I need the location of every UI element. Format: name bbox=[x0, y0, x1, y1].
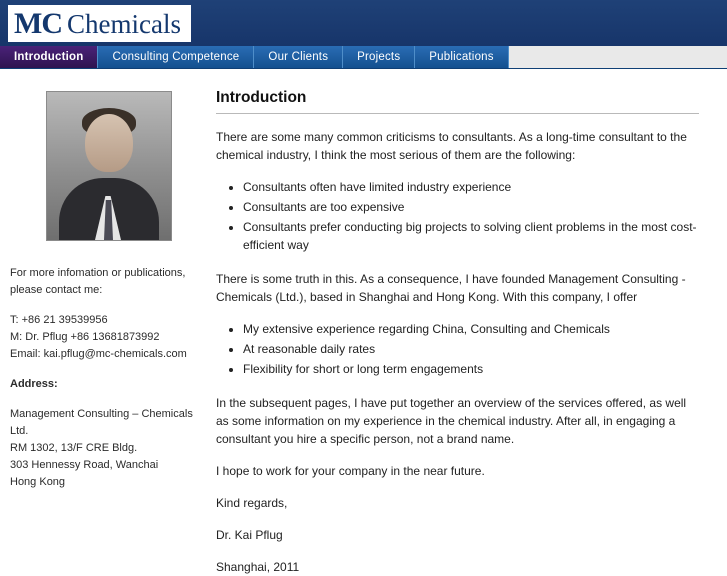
sidebar-contact-block bbox=[10, 265, 195, 491]
address-line-1: Management Consulting – Chemicals Ltd. bbox=[10, 408, 193, 437]
address-line-3: 303 Hennessy Road, Wanchai bbox=[10, 459, 159, 471]
nav-item-consulting-competence[interactable]: Consulting Competence bbox=[98, 46, 254, 68]
list-item: • Consultants often have limited industry experience bbox=[243, 178, 699, 196]
criticisms-list bbox=[216, 178, 699, 254]
nav-item-our-clients[interactable]: Our Clients bbox=[254, 46, 343, 68]
list-item: • At reasonable daily rates bbox=[243, 340, 699, 358]
address-line-2: RM 1302, 13/F CRE Bldg. bbox=[10, 442, 138, 454]
photo-face bbox=[85, 114, 133, 172]
contact-mobile: M: Dr. Pflug +86 13681873992 bbox=[10, 331, 160, 343]
site-header bbox=[0, 0, 727, 46]
contact-phone: T: +86 21 39539956 bbox=[10, 314, 108, 326]
logo-mark: MC bbox=[14, 6, 62, 40]
contact-details bbox=[10, 312, 195, 363]
page-content bbox=[0, 69, 727, 574]
main-article bbox=[205, 69, 727, 574]
closing-greeting: Kind regards, bbox=[216, 496, 288, 510]
signature-name: Dr. Kai Pflug bbox=[216, 528, 283, 542]
nav-item-projects[interactable]: Projects bbox=[343, 46, 415, 68]
paragraph-3: In the subsequent pages, I have put together an overview of the services offered, as well as some information on my experience in the chemical industry. After all, in engaging a consultant you hire a specific person, not a brand name. bbox=[216, 396, 687, 446]
paragraph-4: I hope to work for your company in the near future. bbox=[216, 464, 485, 478]
signature-location-date: Shanghai, 2011 bbox=[216, 560, 300, 574]
list-item: • Consultants are too expensive bbox=[243, 198, 699, 216]
contact-intro-line2: please contact me: bbox=[10, 284, 103, 296]
site-logo[interactable] bbox=[8, 5, 191, 42]
contact-email[interactable]: Email: kai.pflug@mc-chemicals.com bbox=[10, 348, 187, 360]
list-item: • Flexibility for short or long term engagements bbox=[243, 360, 699, 378]
address-line-4: Hong Kong bbox=[10, 476, 66, 488]
list-item: • Consultants prefer conducting big projects to solving client problems in the most cost-efficient way bbox=[243, 218, 699, 254]
nav-spacer bbox=[509, 46, 727, 68]
address-block bbox=[10, 406, 195, 491]
contact-intro-line1: For more infomation or publications, bbox=[10, 267, 186, 279]
paragraph-1: There are some many common criticisms to consultants. As a long-time consultant to the chemical industry, I think the most serious of them are the following: bbox=[216, 130, 687, 162]
title-divider bbox=[216, 113, 699, 114]
nav-item-introduction[interactable]: Introduction bbox=[0, 46, 98, 68]
contact-intro bbox=[10, 265, 195, 299]
main-navigation bbox=[0, 46, 727, 69]
offerings-list bbox=[216, 320, 699, 378]
sidebar bbox=[0, 69, 205, 546]
address-heading: Address: bbox=[10, 378, 58, 390]
list-item: • My extensive experience regarding China, Consulting and Chemicals bbox=[243, 320, 699, 338]
logo-wordmark: Chemicals bbox=[66, 8, 181, 39]
page-title: Introduction bbox=[216, 89, 307, 106]
paragraph-2: There is some truth in this. As a consequence, I have founded Management Consulting - Chemicals (Ltd.), based in Shanghai and Hong Kong. With this company, I offer bbox=[216, 272, 686, 304]
portrait-photo bbox=[46, 91, 172, 241]
nav-item-publications[interactable]: Publications bbox=[415, 46, 508, 68]
